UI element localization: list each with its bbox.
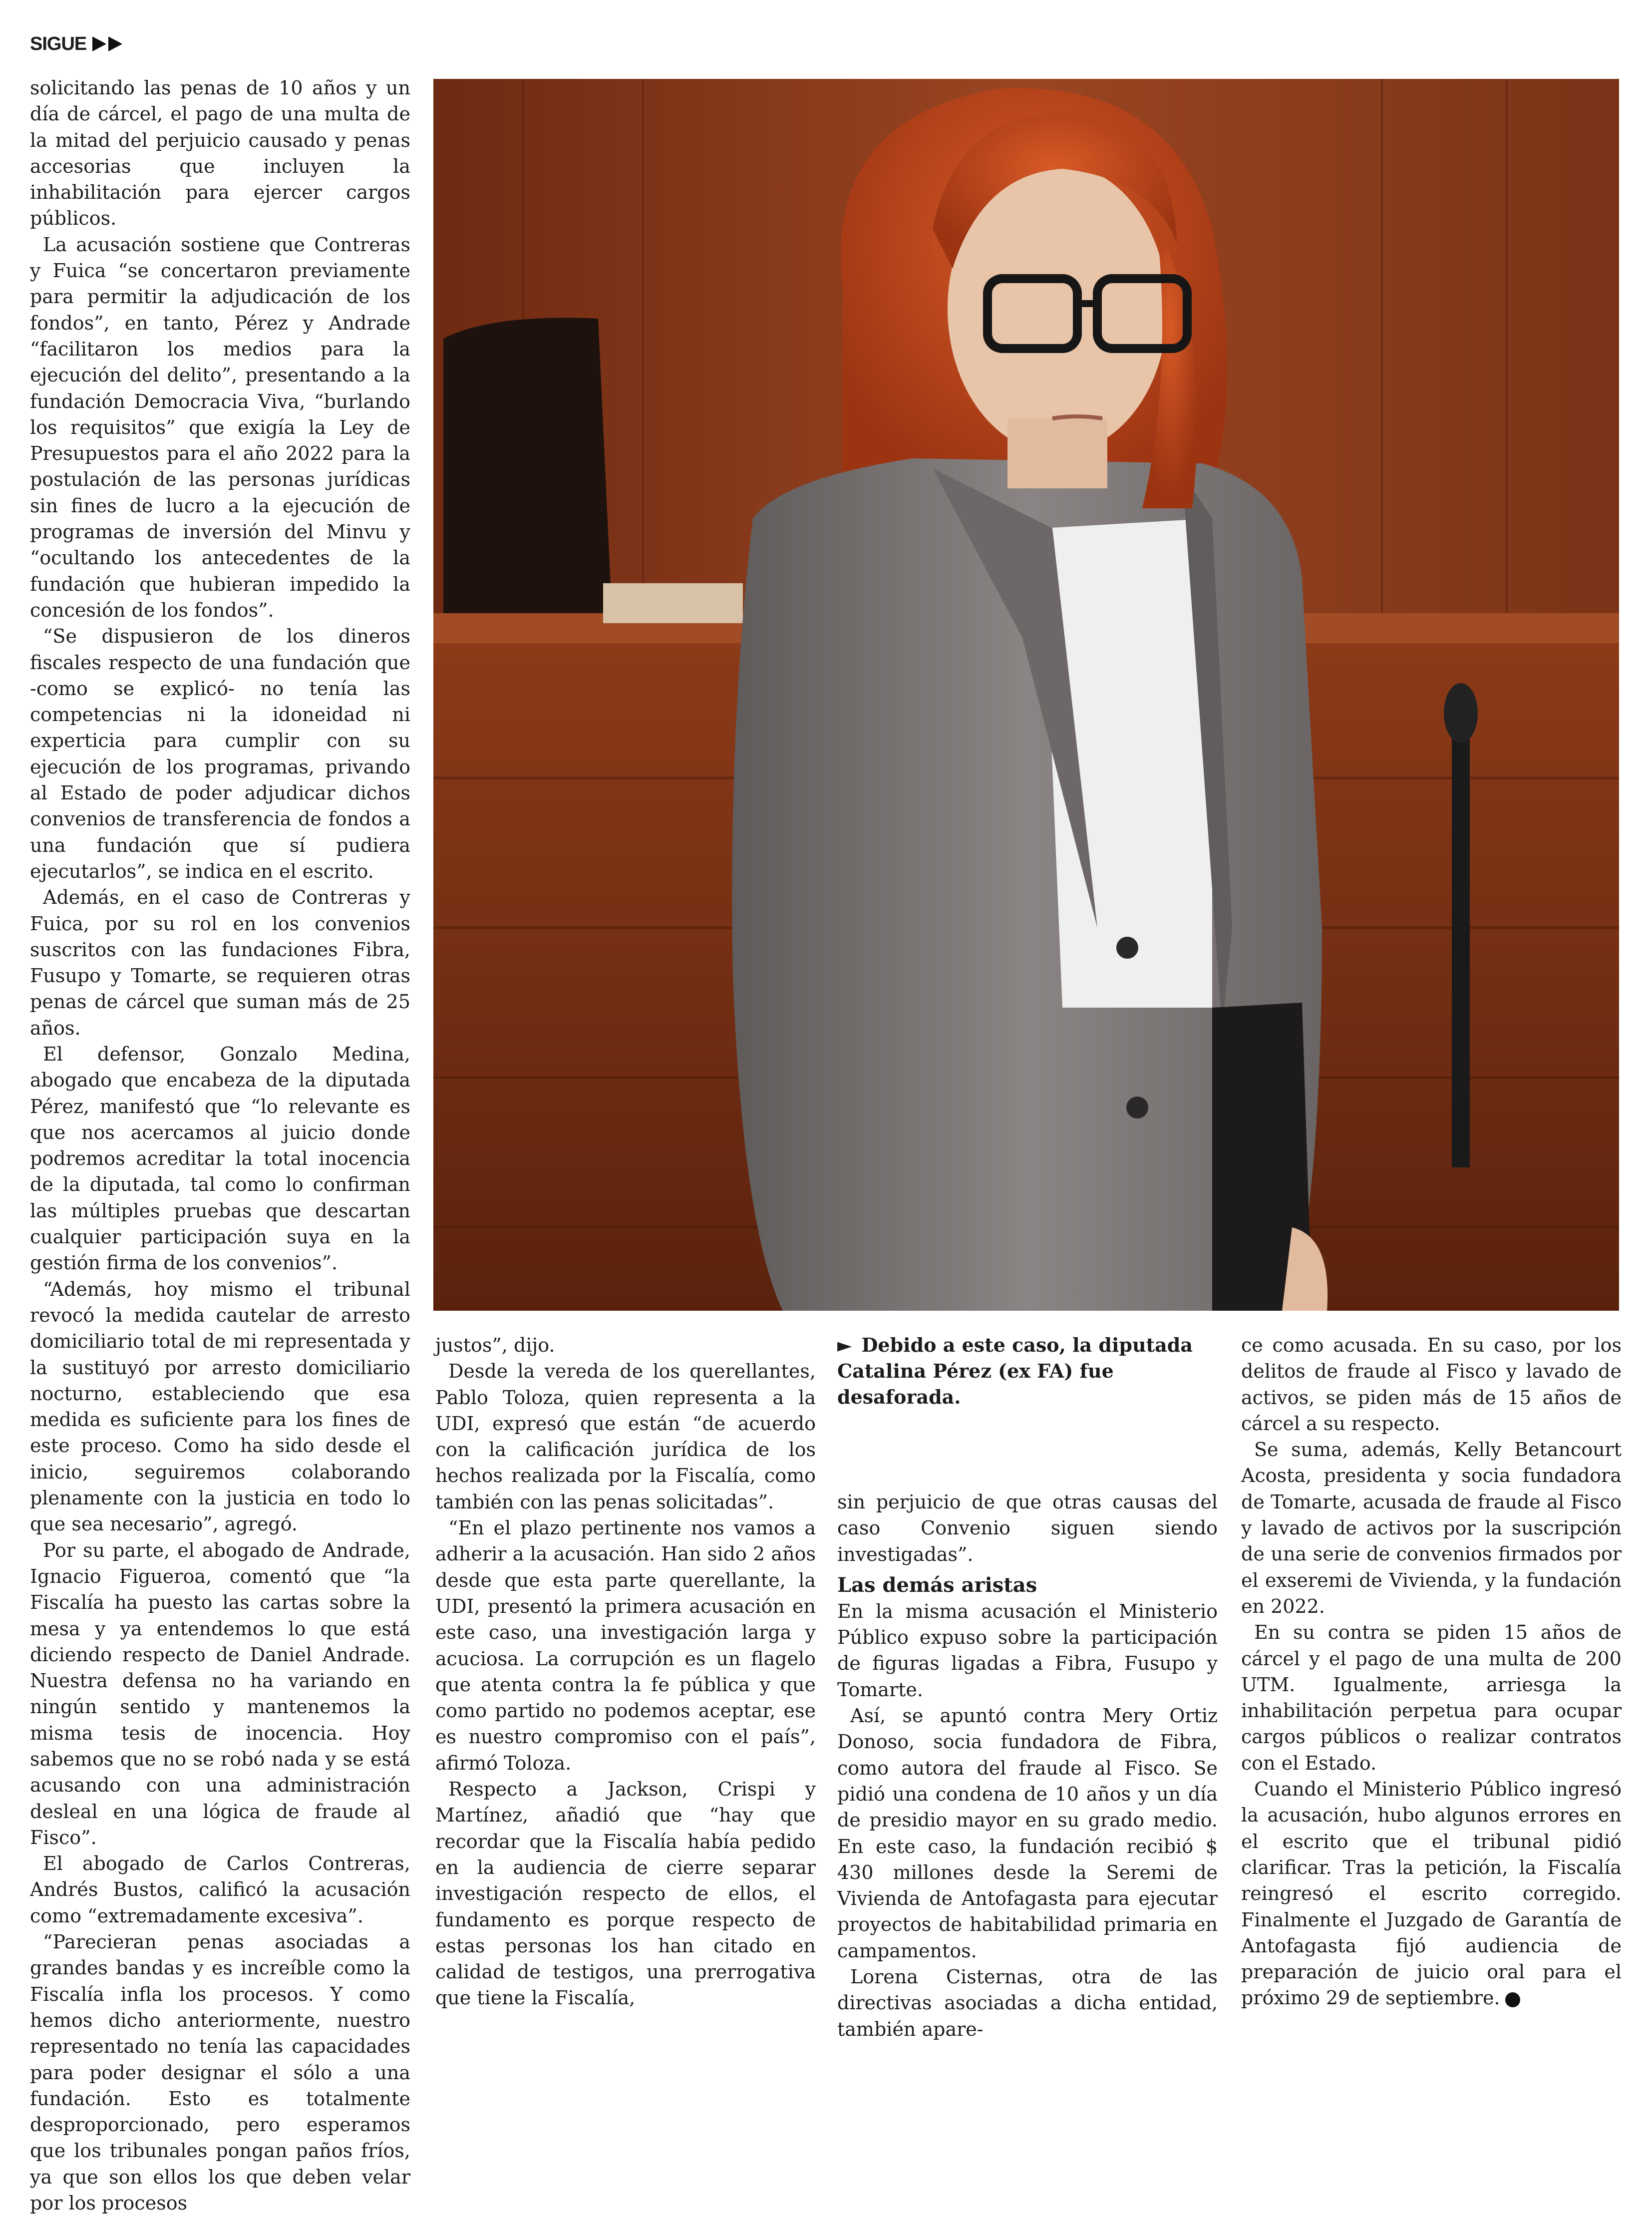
col1-paragraph: La acusación sostiene que Contreras y Fuica “se concertaron previamente para permitir la adjudicación de los fondos”, en tanto, Pérez y Andrade “facilitaron los medios para la ejecución del delito”, presentando a la fundación Democracia Viva, “burlando los requisitos” que exigía la Ley de Presupuestos para el año 2022 para la postulación de las personas jurídicas sin fines de lucro a la ejecución de programas de inversión del Minvu y “ocultando los antecedentes de la fundación que hubieran impedido la concesión de los fondos”. — [30, 233, 410, 621]
sigue-label — [30, 31, 124, 57]
courtroom-photo-icon — [433, 79, 1619, 1311]
col1-paragraph: “Además, hoy mismo el tribunal revocó la medida cautelar de arresto domiciliario total de mi representada y la sustituyó por arresto domiciliario nocturno, estableciendo que esa medida es suficiente para los fines de este proceso. Como ha sido desde el inicio, seguiremos colaborando plenamente con la justicia en todo lo que sea necesario”, agregó. — [30, 1278, 410, 1535]
col4-paragraph — [1241, 1776, 1622, 2011]
col1-paragraph: El defensor, Gonzalo Medina, abogado que encabeza de la diputada Pérez, manifestó que “lo relevante es que nos acercamos al juicio donde podremos acreditar la total inocencia de la diputada, tal como lo confirman las múltiples pruebas que descartan cualquier participación suya en la gestión firma de los convenios”. — [30, 1043, 410, 1274]
col3-paragraph: En la misma acusación el Ministerio Público expuso sobre la participación de figuras ligadas a Fibra, Fusupo y Tomarte. — [837, 1600, 1218, 1701]
col3-paragraph: sin perjuicio de que otras causas del caso Convenio siguen siendo investigadas”. — [837, 1491, 1218, 1565]
caption-text: Debido a este caso, la diputada Catalina Pérez (ex FA) fue desaforada. — [837, 1334, 1193, 1408]
courtroom-photo — [433, 79, 1619, 1311]
section-heading: Las demás aristas — [837, 1573, 1037, 1597]
column-1 — [30, 75, 410, 2215]
photo-caption — [837, 1332, 1223, 1410]
col4-last-text: Cuando el Ministerio Público ingresó la acusación, hubo algunos errores en el escrito que el tribunal pidió clarificar. Tras la petición, la Fiscalía reingresó el escrito corregido. Finalmente el Juzgado de Garantía de Antofagasta fijó audiencia de preparación de juicio oral para el próximo 29 de septiembre. — [1241, 1778, 1622, 2009]
col1-paragraph: Además, en el caso de Contreras y Fuica, por su rol en los convenios suscritos con las fundaciones Fibra, Fusupo y Tomarte, se requieren otras penas de cárcel que suman más de 25 años. — [30, 886, 410, 1039]
double-arrow-icon — [92, 35, 124, 53]
col4-paragraph: ce como acusada. En su caso, por los delitos de fraude al Fisco y lavado de activos, se piden más de 15 años de cárcel a su respecto. — [1241, 1334, 1622, 1435]
col4-paragraph: Se suma, además, Kelly Betancourt Acosta, presidenta y socia fundadora de Tomarte, acusada de fraude al Fisco y lavado de activos por la suscripción de una serie de convenios firmados por el exseremi de Vivienda, y la fundación en 2022. — [1241, 1439, 1622, 1617]
col2-paragraph: justos”, dijo. — [435, 1334, 555, 1356]
end-of-article-icon — [1505, 1992, 1520, 2007]
column-4 — [1241, 1332, 1622, 2009]
spacer — [837, 1567, 1218, 1572]
col1-paragraph: “Se dispusieron de los dineros fiscales respecto de una fundación que -como se explicó- no tenía las competencias ni la idoneidad ni experticia para cumplir con su ejecución de los programas, privando al Estado de poder adjudicar dichos convenios de transferencia de fondos a una fundación que sí pudiera ejecutarlos”, se indica en el escrito. — [30, 625, 410, 882]
col1-paragraph: El abogado de Carlos Contreras, Andrés Bustos, calificó la acusación como “extremadamente excesiva”. — [30, 1852, 410, 1927]
column-3 — [837, 1489, 1218, 2040]
col1-paragraph: “Parecieran penas asociadas a grandes bandas y es increíble como la Fiscalía infla los procesos. Y como hemos dicho anteriormente, nuestro representado no tenía las capacidades para poder designar el sólo a una fundación. Esto es totalmente desproporcionado, pero esperamos que los tribunales pongan paños fríos, ya que son ellos los que deben velar por los procesos — [30, 1931, 410, 2215]
col1-paragraph: solicitando las penas de 10 años y un día de cárcel, el pago de una multa de la mitad del perjuicio causado y penas accesorias que incluyen la inhabilitación para ejercer cargos públicos. — [30, 77, 410, 230]
col3-paragraph: Lorena Cisternas, otra de las directivas asociadas a dicha entidad, también apare- — [837, 1966, 1218, 2040]
col4-paragraph: En su contra se piden 15 años de cárcel y el pago de una multa de 200 UTM. Igualmente, arriesga la inhabilitación perpetua para ocupar cargos públicos o realizar contratos con el Estado. — [1241, 1621, 1622, 1774]
col2-paragraph: Desde la vereda de los querellantes, Pablo Toloza, quien representa a la UDI, expresó que están “de acuerdo con la calificación jurídica de los hechos realizada por la Fiscalía, como también con las penas solicitadas”. — [435, 1360, 816, 1513]
sigue-text: SIGUE — [30, 33, 87, 54]
column-2 — [435, 1332, 816, 2009]
col2-paragraph: Respecto a Jackson, Crispi y Martínez, añadió que “hay que recordar que la Fiscalía había pedido en la audiencia de cierre separar investigación respecto de ellos, el fundamento es porque respecto de estas personas los han citado en calidad de testigos, una prerrogativa que tiene la Fiscalía, — [435, 1778, 816, 2009]
col1-paragraph: Por su parte, el abogado de Andrade, Ignacio Figueroa, comentó que “la Fiscalía ha puesto las cartas sobre la mesa y ya entendemos lo que está diciendo respecto de Daniel Andrade. Nuestra defensa no ha variando en ningún sentido y mantenemos la misma tesis de inocencia. Hoy sabemos que no se robó nada y se está acusando con una administración desleal en una lógica de fraude al Fisco”. — [30, 1539, 410, 1848]
col3-paragraph: Así, se apuntó contra Mery Ortiz Donoso, socia fundadora de Fibra, como autora del fraude al Fisco. Se pidió una condena de 10 años y un día de presidio mayor en su grado medio. En este caso, la fundación recibió $ 430 millones desde la Seremi de Vivienda de Antofagasta para ejecutar proyectos de habitabilidad primaria en campamentos. — [837, 1705, 1218, 1962]
col2-paragraph: “En el plazo pertinente nos vamos a adherir a la acusación. Han sido 2 años desde que esta parte querellante, la UDI, presentó la primera acusación en este caso, una investigación larga y acuciosa. La corrupción es un flagelo que atenta contra la fe pública y que como partido no podemos aceptar, ese es nuestro compromiso con el país”, afirmó Toloza. — [435, 1517, 816, 1774]
caption-arrow-icon: ► — [837, 1334, 852, 1356]
